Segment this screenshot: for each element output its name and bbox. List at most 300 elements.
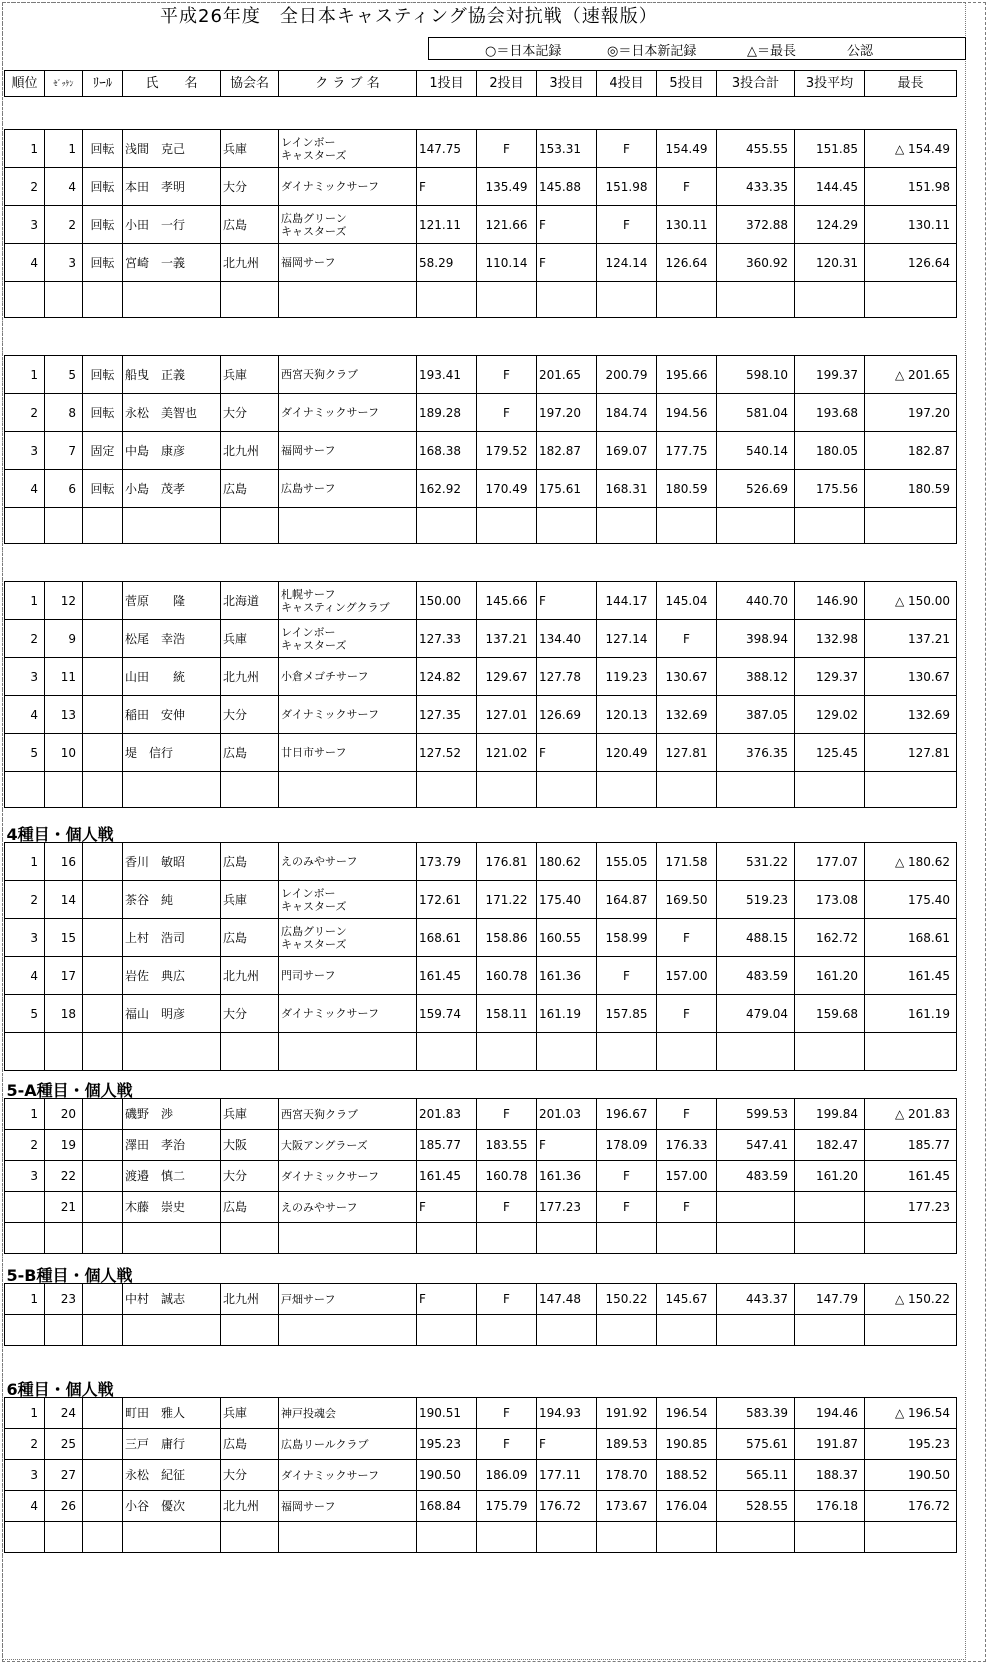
blank-cell xyxy=(717,1315,795,1346)
section-title: 6種目・個人戦 xyxy=(6,1380,114,1398)
blank-cell xyxy=(279,772,417,808)
cell-reel xyxy=(83,1130,123,1161)
cell-t5: 127.81 xyxy=(657,734,717,772)
cell-sum: 528.55 xyxy=(717,1491,795,1522)
cell-rank: 3 xyxy=(5,206,45,244)
blank-cell xyxy=(123,772,221,808)
cell-assoc: 兵庫 xyxy=(221,620,279,658)
cell-bib: 13 xyxy=(45,696,83,734)
blank-row xyxy=(5,1522,957,1553)
cell-avg: 161.20 xyxy=(795,957,865,995)
blank-cell xyxy=(45,1033,83,1071)
blank-cell xyxy=(865,282,957,318)
cell-max: 161.19 xyxy=(865,995,957,1033)
cell-rank: 3 xyxy=(5,658,45,696)
cell-t3: F xyxy=(537,582,597,620)
cell-max: 161.45 xyxy=(865,957,957,995)
blank-cell xyxy=(417,282,477,318)
table-row xyxy=(5,658,957,696)
cell-t5: 157.00 xyxy=(657,1161,717,1192)
cell-t3: 201.65 xyxy=(537,356,597,394)
cell-t2: 186.09 xyxy=(477,1460,537,1491)
cell-club: 西宮天狗クラブ xyxy=(279,1099,417,1130)
cell-t5: F xyxy=(657,1192,717,1223)
cell-assoc: 広島 xyxy=(221,1192,279,1223)
legend-official: 公認 xyxy=(847,44,874,59)
cell-max: △ 150.22 xyxy=(865,1284,957,1315)
cell-assoc: 広島 xyxy=(221,734,279,772)
table-row xyxy=(5,168,957,206)
cell-t4: F xyxy=(597,206,657,244)
header-longest: 最長 xyxy=(865,71,957,97)
cell-t2: F xyxy=(477,394,537,432)
cell-reel: 固定 xyxy=(83,432,123,470)
header-row xyxy=(5,71,957,97)
cell-t4: 150.22 xyxy=(597,1284,657,1315)
cell-max: 175.40 xyxy=(865,881,957,919)
cell-reel: 回転 xyxy=(83,394,123,432)
blank-cell xyxy=(657,508,717,544)
cell-t2: 137.21 xyxy=(477,620,537,658)
cell-avg: 129.02 xyxy=(795,696,865,734)
table-row xyxy=(5,1460,957,1491)
cell-assoc: 北九州 xyxy=(221,1491,279,1522)
cell-bib: 17 xyxy=(45,957,83,995)
cell-t4: 151.98 xyxy=(597,168,657,206)
cell-club: レインボー キャスターズ xyxy=(279,620,417,658)
cell-reel xyxy=(83,1429,123,1460)
cell-t4: 191.92 xyxy=(597,1398,657,1429)
cell-t4: 120.49 xyxy=(597,734,657,772)
blank-cell xyxy=(45,772,83,808)
cell-sum: 360.92 xyxy=(717,244,795,282)
cell-t3: 201.03 xyxy=(537,1099,597,1130)
blank-cell xyxy=(865,772,957,808)
cell-club: 福岡サーフ xyxy=(279,244,417,282)
cell-name: 小谷 優次 xyxy=(123,1491,221,1522)
cell-sum: 433.35 xyxy=(717,168,795,206)
cell-t1: 168.84 xyxy=(417,1491,477,1522)
cell-assoc: 兵庫 xyxy=(221,1099,279,1130)
cell-rank: 1 xyxy=(5,1099,45,1130)
table-row xyxy=(5,995,957,1033)
cell-name: 稲田 安伸 xyxy=(123,696,221,734)
header-club: ク ラ ブ 名 xyxy=(279,71,417,97)
cell-club: 大阪アングラーズ xyxy=(279,1130,417,1161)
cell-sum: 388.12 xyxy=(717,658,795,696)
cell-avg xyxy=(795,1192,865,1223)
table-row xyxy=(5,696,957,734)
cell-t2: 158.11 xyxy=(477,995,537,1033)
cell-t1: 159.74 xyxy=(417,995,477,1033)
cell-assoc: 兵庫 xyxy=(221,881,279,919)
blank-cell xyxy=(417,508,477,544)
blank-cell xyxy=(45,1223,83,1254)
cell-club: 広島リールクラブ xyxy=(279,1429,417,1460)
cell-assoc: 北九州 xyxy=(221,244,279,282)
cell-t5: 157.00 xyxy=(657,957,717,995)
cell-name: 宮崎 一義 xyxy=(123,244,221,282)
section-title: 5-B種目・個人戦 xyxy=(6,1266,133,1284)
blank-cell xyxy=(717,1522,795,1553)
blank-cell xyxy=(537,772,597,808)
cell-avg: 147.79 xyxy=(795,1284,865,1315)
cell-reel: 回転 xyxy=(83,168,123,206)
cell-sum: 599.53 xyxy=(717,1099,795,1130)
blank-cell xyxy=(45,508,83,544)
table-row xyxy=(5,1429,957,1460)
blank-cell xyxy=(5,772,45,808)
cell-t3: 161.36 xyxy=(537,1161,597,1192)
blank-cell xyxy=(5,508,45,544)
cell-t1: 195.23 xyxy=(417,1429,477,1460)
spacer-cell xyxy=(5,1346,957,1376)
table-row xyxy=(5,130,957,168)
section-title-row xyxy=(5,1254,957,1284)
cell-t2: 145.66 xyxy=(477,582,537,620)
cell-name: 浅間 克己 xyxy=(123,130,221,168)
cell-sum: 479.04 xyxy=(717,995,795,1033)
cell-avg: 199.84 xyxy=(795,1099,865,1130)
cell-t4: 178.09 xyxy=(597,1130,657,1161)
cell-bib: 1 xyxy=(45,130,83,168)
cell-t2: F xyxy=(477,130,537,168)
cell-t3: F xyxy=(537,244,597,282)
blank-cell xyxy=(279,508,417,544)
cell-bib: 21 xyxy=(45,1192,83,1223)
results-table xyxy=(4,70,957,1553)
cell-name: 渡邉 慎二 xyxy=(123,1161,221,1192)
blank-cell xyxy=(279,1315,417,1346)
cell-t4: 196.67 xyxy=(597,1099,657,1130)
blank-row xyxy=(5,1033,957,1071)
blank-cell xyxy=(123,508,221,544)
cell-bib: 6 xyxy=(45,470,83,508)
spacer-cell xyxy=(5,97,957,130)
cell-t1: F xyxy=(417,168,477,206)
blank-cell xyxy=(717,1223,795,1254)
table-row xyxy=(5,734,957,772)
cell-assoc: 広島 xyxy=(221,206,279,244)
blank-cell xyxy=(123,1223,221,1254)
blank-cell xyxy=(865,1522,957,1553)
cell-avg: 176.18 xyxy=(795,1491,865,1522)
cell-t2: F xyxy=(477,1284,537,1315)
cell-t3: F xyxy=(537,1429,597,1460)
blank-cell xyxy=(45,282,83,318)
cell-avg: 144.45 xyxy=(795,168,865,206)
cell-max: 126.64 xyxy=(865,244,957,282)
blank-cell xyxy=(5,1223,45,1254)
blank-cell xyxy=(45,1315,83,1346)
cell-t2: 110.14 xyxy=(477,244,537,282)
cell-reel xyxy=(83,696,123,734)
blank-cell xyxy=(45,1522,83,1553)
cell-sum: 376.35 xyxy=(717,734,795,772)
cell-t4: 189.53 xyxy=(597,1429,657,1460)
legend-new-record: ◎＝日本新記録 xyxy=(607,44,697,59)
cell-t4: 184.74 xyxy=(597,394,657,432)
cell-t2: 170.49 xyxy=(477,470,537,508)
cell-name: 中島 康彦 xyxy=(123,432,221,470)
cell-assoc: 広島 xyxy=(221,843,279,881)
cell-t2: F xyxy=(477,1429,537,1460)
cell-rank: 1 xyxy=(5,843,45,881)
cell-club: ダイナミックサーフ xyxy=(279,394,417,432)
cell-rank: 4 xyxy=(5,696,45,734)
cell-reel: 回転 xyxy=(83,206,123,244)
cell-avg: 193.68 xyxy=(795,394,865,432)
cell-rank: 4 xyxy=(5,1491,45,1522)
cell-rank: 4 xyxy=(5,244,45,282)
cell-t1: 162.92 xyxy=(417,470,477,508)
cell-assoc: 北九州 xyxy=(221,658,279,696)
cell-avg: 180.05 xyxy=(795,432,865,470)
blank-cell xyxy=(537,508,597,544)
cell-bib: 8 xyxy=(45,394,83,432)
blank-cell xyxy=(865,1033,957,1071)
cell-max: 151.98 xyxy=(865,168,957,206)
section-title-row xyxy=(5,1376,957,1398)
blank-cell xyxy=(597,282,657,318)
cell-bib: 12 xyxy=(45,582,83,620)
cell-t1: 161.45 xyxy=(417,1161,477,1192)
section-title: 5-A種目・個人戦 xyxy=(6,1081,133,1099)
cell-club: 戸畑サーフ xyxy=(279,1284,417,1315)
blank-cell xyxy=(597,1522,657,1553)
cell-avg: 199.37 xyxy=(795,356,865,394)
cell-rank: 5 xyxy=(5,734,45,772)
cell-t1: 190.50 xyxy=(417,1460,477,1491)
blank-cell xyxy=(717,772,795,808)
cell-max: △ 154.49 xyxy=(865,130,957,168)
header-total3: 3投合計 xyxy=(717,71,795,97)
cell-name: 堤 信行 xyxy=(123,734,221,772)
blank-cell xyxy=(83,1315,123,1346)
blank-cell xyxy=(477,772,537,808)
cell-t2: F xyxy=(477,1099,537,1130)
cell-t1: 189.28 xyxy=(417,394,477,432)
cell-club: ダイナミックサーフ xyxy=(279,696,417,734)
cell-t4: F xyxy=(597,957,657,995)
cell-reel xyxy=(83,1192,123,1223)
cell-t1: 127.33 xyxy=(417,620,477,658)
cell-reel xyxy=(83,1491,123,1522)
cell-reel xyxy=(83,734,123,772)
cell-t4: 164.87 xyxy=(597,881,657,919)
table-row xyxy=(5,957,957,995)
cell-t3: 194.93 xyxy=(537,1398,597,1429)
blank-cell xyxy=(795,508,865,544)
blank-cell xyxy=(795,1033,865,1071)
cell-assoc: 北海道 xyxy=(221,582,279,620)
cell-bib: 5 xyxy=(45,356,83,394)
cell-avg: 146.90 xyxy=(795,582,865,620)
cell-t4: 144.17 xyxy=(597,582,657,620)
cell-sum: 455.55 xyxy=(717,130,795,168)
cell-t2: 179.52 xyxy=(477,432,537,470)
blank-cell xyxy=(795,772,865,808)
cell-bib: 19 xyxy=(45,1130,83,1161)
cell-t4: 157.85 xyxy=(597,995,657,1033)
cell-t1: F xyxy=(417,1284,477,1315)
cell-t3: F xyxy=(537,734,597,772)
cell-reel xyxy=(83,995,123,1033)
blank-cell xyxy=(477,1522,537,1553)
table-row xyxy=(5,244,957,282)
cell-reel xyxy=(83,919,123,957)
blank-cell xyxy=(83,1033,123,1071)
cell-assoc: 兵庫 xyxy=(221,130,279,168)
cell-t1: 190.51 xyxy=(417,1398,477,1429)
header-throw2: 2投目 xyxy=(477,71,537,97)
cell-t3: 177.23 xyxy=(537,1192,597,1223)
cell-t1: 127.52 xyxy=(417,734,477,772)
blank-cell xyxy=(477,1033,537,1071)
blank-row xyxy=(5,282,957,318)
cell-rank: 2 xyxy=(5,620,45,658)
cell-sum: 547.41 xyxy=(717,1130,795,1161)
cell-sum: 372.88 xyxy=(717,206,795,244)
blank-cell xyxy=(795,1315,865,1346)
cell-t2: 176.81 xyxy=(477,843,537,881)
header-throw1: 1投目 xyxy=(417,71,477,97)
cell-t4: F xyxy=(597,1192,657,1223)
table-row xyxy=(5,620,957,658)
blank-cell xyxy=(657,1315,717,1346)
blank-cell xyxy=(865,508,957,544)
blank-row xyxy=(5,772,957,808)
cell-assoc: 大分 xyxy=(221,995,279,1033)
cell-t1: 127.35 xyxy=(417,696,477,734)
blank-cell xyxy=(279,1033,417,1071)
cell-avg: 161.20 xyxy=(795,1161,865,1192)
cell-assoc: 北九州 xyxy=(221,432,279,470)
cell-rank: 4 xyxy=(5,470,45,508)
cell-club: ダイナミックサーフ xyxy=(279,1460,417,1491)
cell-name: 松尾 幸浩 xyxy=(123,620,221,658)
blank-cell xyxy=(657,1223,717,1254)
table-row xyxy=(5,1491,957,1522)
blank-row xyxy=(5,508,957,544)
cell-max: △ 201.65 xyxy=(865,356,957,394)
cell-avg: 120.31 xyxy=(795,244,865,282)
cell-sum: 598.10 xyxy=(717,356,795,394)
cell-club: 福岡サーフ xyxy=(279,1491,417,1522)
cell-assoc: 広島 xyxy=(221,919,279,957)
cell-t5: 132.69 xyxy=(657,696,717,734)
header-throw3: 3投目 xyxy=(537,71,597,97)
cell-reel: 回転 xyxy=(83,356,123,394)
header-reel: ﾘｰﾙ xyxy=(83,71,123,97)
cell-sum: 483.59 xyxy=(717,957,795,995)
cell-sum: 440.70 xyxy=(717,582,795,620)
cell-name: 澤田 孝治 xyxy=(123,1130,221,1161)
blank-cell xyxy=(597,508,657,544)
cell-name: 三戸 庸行 xyxy=(123,1429,221,1460)
cell-name: 永松 紀征 xyxy=(123,1460,221,1491)
blank-cell xyxy=(83,1223,123,1254)
cell-t2: 175.79 xyxy=(477,1491,537,1522)
blank-cell xyxy=(221,1315,279,1346)
cell-rank: 1 xyxy=(5,1284,45,1315)
cell-t2: 158.86 xyxy=(477,919,537,957)
blank-cell xyxy=(5,1315,45,1346)
cell-t3: F xyxy=(537,206,597,244)
blank-cell xyxy=(717,282,795,318)
table-row xyxy=(5,1398,957,1429)
blank-cell xyxy=(417,1223,477,1254)
table-row xyxy=(5,1130,957,1161)
cell-bib: 4 xyxy=(45,168,83,206)
cell-t3: 126.69 xyxy=(537,696,597,734)
cell-reel xyxy=(83,1099,123,1130)
cell-avg: 188.37 xyxy=(795,1460,865,1491)
cell-t4: F xyxy=(597,1161,657,1192)
cell-name: 永松 美智也 xyxy=(123,394,221,432)
cell-max: 137.21 xyxy=(865,620,957,658)
cell-rank: 2 xyxy=(5,881,45,919)
table-row xyxy=(5,356,957,394)
blank-cell xyxy=(221,1522,279,1553)
blank-cell xyxy=(5,1033,45,1071)
cell-club: 広島グリーン キャスターズ xyxy=(279,919,417,957)
blank-cell xyxy=(123,1315,221,1346)
cell-sum xyxy=(717,1192,795,1223)
cell-assoc: 北九州 xyxy=(221,1284,279,1315)
cell-name: 香川 敏昭 xyxy=(123,843,221,881)
cell-bib: 10 xyxy=(45,734,83,772)
section-title: 4種目・個人戦 xyxy=(6,825,114,843)
cell-bib: 9 xyxy=(45,620,83,658)
blank-cell xyxy=(221,508,279,544)
cell-bib: 26 xyxy=(45,1491,83,1522)
cell-club: ダイナミックサーフ xyxy=(279,1161,417,1192)
blank-cell xyxy=(279,1522,417,1553)
cell-sum: 488.15 xyxy=(717,919,795,957)
cell-t5: 130.11 xyxy=(657,206,717,244)
cell-bib: 2 xyxy=(45,206,83,244)
cell-sum: 575.61 xyxy=(717,1429,795,1460)
cell-max: 132.69 xyxy=(865,696,957,734)
page-title: 平成26年度 全日本キャスティング協会対抗戦（速報版） xyxy=(160,6,658,27)
cell-name: 上村 浩司 xyxy=(123,919,221,957)
header-rank: 順位 xyxy=(5,71,45,97)
cell-t5: F xyxy=(657,919,717,957)
header-association: 協会名 xyxy=(221,71,279,97)
cell-club: えのみやサーフ xyxy=(279,843,417,881)
cell-t3: 175.61 xyxy=(537,470,597,508)
cell-t5: 176.33 xyxy=(657,1130,717,1161)
cell-t1: 124.82 xyxy=(417,658,477,696)
cell-rank: 3 xyxy=(5,432,45,470)
cell-t5: F xyxy=(657,620,717,658)
cell-assoc: 広島 xyxy=(221,1429,279,1460)
cell-bib: 16 xyxy=(45,843,83,881)
legend-record: ○＝日本記録 xyxy=(485,44,562,59)
blank-cell xyxy=(279,1223,417,1254)
legend-longest: △＝最長 xyxy=(747,44,796,59)
cell-club: 西宮天狗クラブ xyxy=(279,356,417,394)
legend-box xyxy=(428,37,966,60)
cell-reel: 回転 xyxy=(83,470,123,508)
cell-rank: 3 xyxy=(5,1161,45,1192)
cell-t5: 188.52 xyxy=(657,1460,717,1491)
blank-cell xyxy=(123,1033,221,1071)
cell-t1: F xyxy=(417,1192,477,1223)
results-body xyxy=(5,97,957,1553)
cell-bib: 20 xyxy=(45,1099,83,1130)
